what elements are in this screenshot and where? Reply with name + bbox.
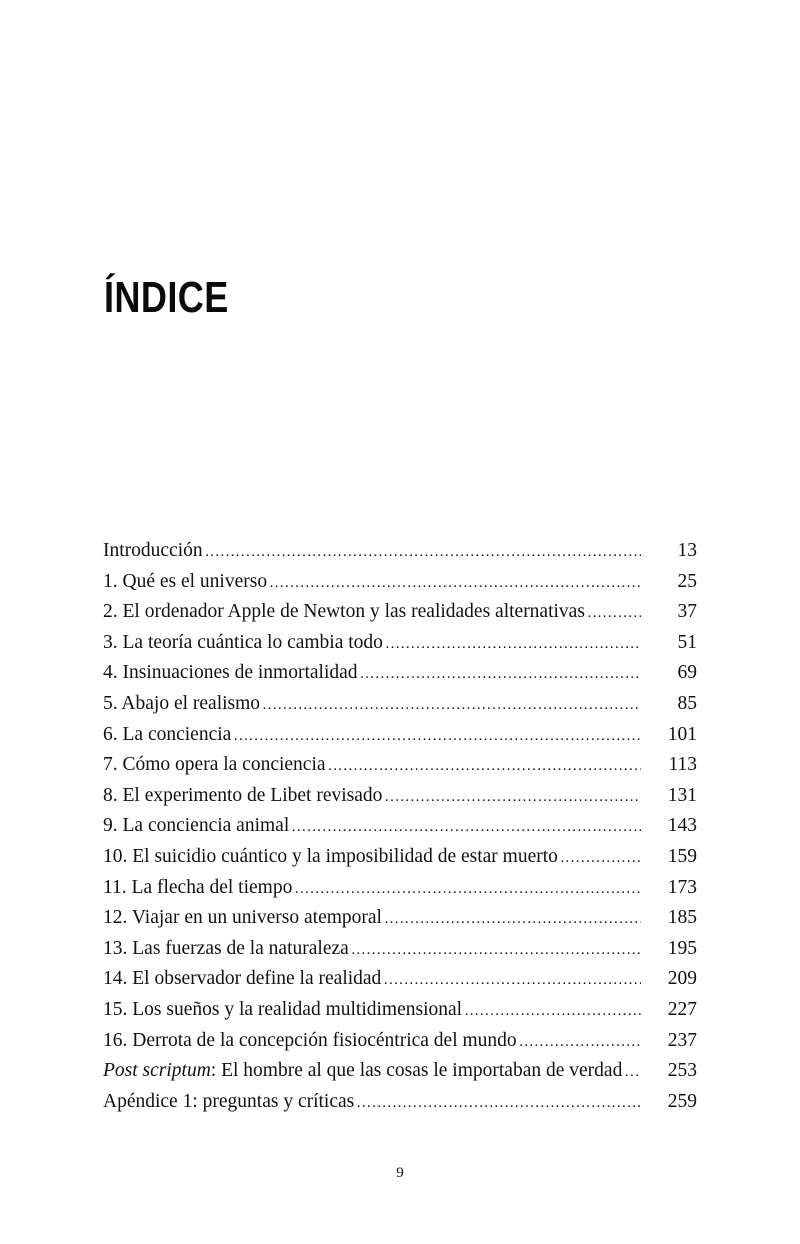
toc-row-chapter-16[interactable] [103, 1026, 697, 1057]
toc-page-number: 259 [667, 1090, 697, 1112]
toc-row-chapter-7[interactable] [103, 750, 697, 781]
toc-entry-label-italic: Post scriptum [103, 1060, 211, 1082]
toc-row-chapter-6[interactable] [103, 720, 697, 751]
toc-row-chapter-11[interactable] [103, 873, 697, 904]
toc-page-number: 13 [677, 540, 697, 561]
toc-page-number: 143 [667, 815, 697, 837]
toc-entry-label: 6. La conciencia [103, 723, 232, 745]
toc-entry-label: 11. La flecha del tiempo [103, 876, 293, 898]
toc-row-chapter-8[interactable] [103, 781, 697, 812]
toc-page-number: 173 [667, 876, 697, 898]
toc-row-chapter-10[interactable] [103, 842, 697, 873]
toc-row-apendice-1[interactable] [103, 1087, 697, 1118]
toc-row-chapter-13[interactable] [103, 934, 697, 965]
toc-entry-label: Introducción [103, 540, 203, 561]
toc-entry-label: 14. El observador define la realidad [103, 968, 382, 990]
toc-row-chapter-1[interactable] [103, 567, 697, 598]
toc-page-number: 37 [677, 601, 697, 623]
toc-entry-label: : El hombre al que las cosas le importaban de verdad [210, 1060, 623, 1082]
toc-entry-label: 4. Insinuaciones de inmortalidad [103, 662, 358, 684]
toc-entry-label: 13. Las fuerzas de la naturaleza [103, 937, 349, 959]
toc-entry-label: Apéndice 1: preguntas y críticas [103, 1090, 355, 1112]
toc-page-number: 159 [667, 845, 697, 867]
toc-page-number: 237 [667, 1029, 697, 1051]
toc-row-post-scriptum[interactable] [103, 1056, 697, 1087]
toc-entry-label: 7. Cómo opera la conciencia [103, 754, 326, 776]
toc-row-chapter-5[interactable] [103, 689, 697, 720]
toc-page-number: 101 [667, 723, 697, 745]
toc-row-chapter-9[interactable] [103, 811, 697, 842]
toc-row-chapter-2[interactable] [103, 597, 697, 628]
toc-page-number: 131 [667, 784, 697, 806]
toc-entry-label: 15. Los sueños y la realidad multidimensional [103, 998, 463, 1020]
toc-entry-label: 8. El experimento de Libet revisado [103, 784, 383, 806]
toc-page-number: 253 [667, 1060, 697, 1082]
toc-entry-label: 9. La conciencia animal [103, 815, 290, 837]
toc-page-number: 195 [667, 937, 697, 959]
page-title: ÍNDICE [104, 273, 229, 322]
toc-entry-label: 3. La teoría cuántica lo cambia todo [103, 631, 383, 653]
toc-row-chapter-3[interactable] [103, 628, 697, 659]
toc-page-number: 51 [677, 631, 697, 653]
toc-row-chapter-4[interactable] [103, 658, 697, 689]
table-of-contents [103, 536, 697, 1117]
toc-page-number: 69 [677, 662, 697, 684]
toc-page-number: 25 [677, 570, 697, 592]
toc-entry-label: 2. El ordenador Apple de Newton y las realidades alternativas [103, 601, 585, 623]
page-folio: 9 [396, 1165, 404, 1181]
toc-entry-label: 12. Viajar en un universo atemporal [103, 907, 382, 929]
toc-row-chapter-15[interactable] [103, 995, 697, 1026]
toc-page-number: 227 [667, 998, 697, 1020]
toc-page-number: 113 [668, 754, 697, 776]
toc-page-number: 209 [667, 968, 697, 990]
toc-page-number: 85 [677, 692, 697, 714]
toc-page-number: 185 [667, 907, 697, 929]
toc-entry-label: 5. Abajo el realismo [103, 692, 261, 714]
toc-row-introduccion[interactable] [103, 536, 697, 567]
toc-row-chapter-14[interactable] [103, 964, 697, 995]
toc-entry-label: 10. El suicidio cuántico y la imposibilidad de estar muerto [103, 845, 558, 867]
toc-entry-label: 16. Derrota de la concepción fisiocéntrica del mundo [103, 1029, 517, 1051]
toc-entry-label: 1. Qué es el universo [103, 570, 268, 592]
toc-row-chapter-12[interactable] [103, 903, 697, 934]
